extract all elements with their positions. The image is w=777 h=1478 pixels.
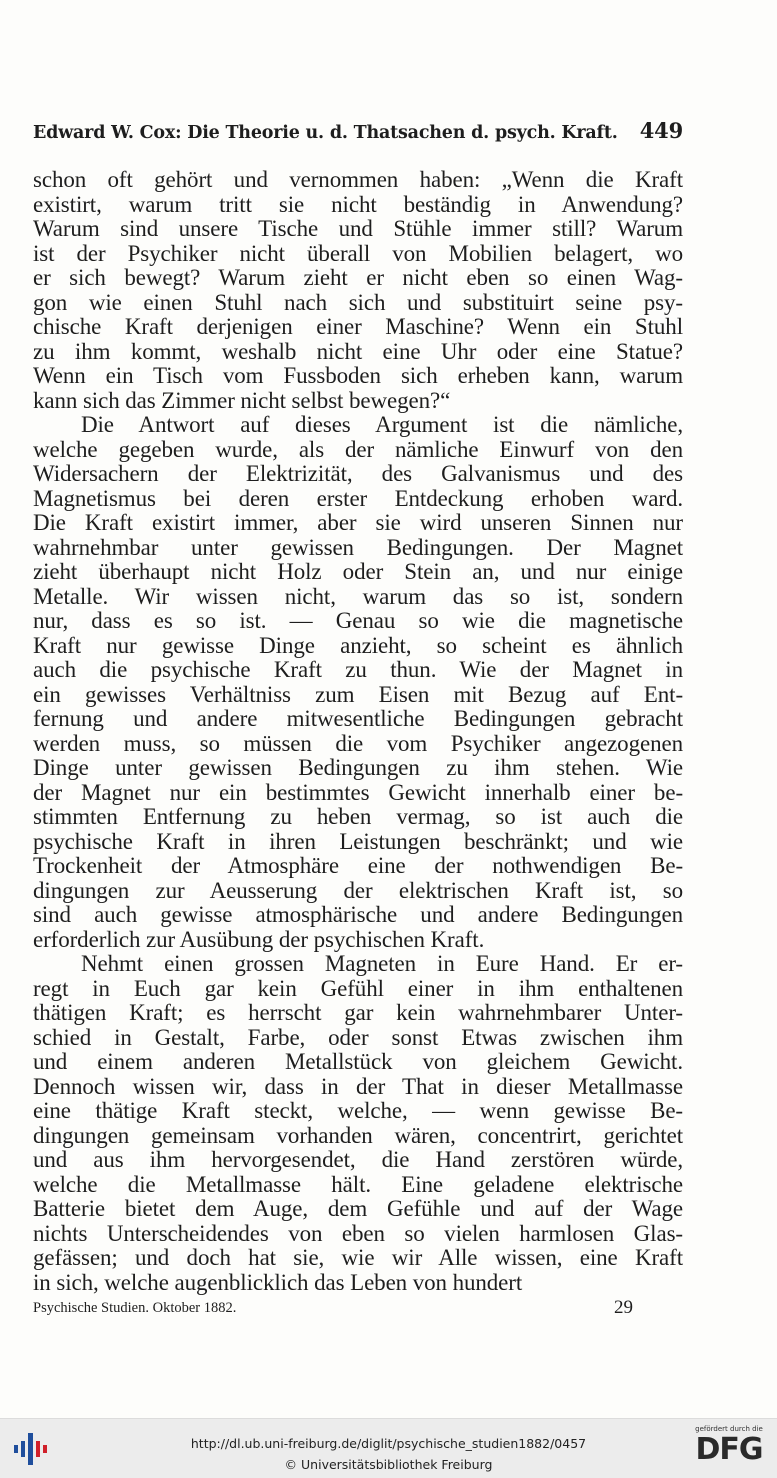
running-title: Edward W. Cox: Die Theorie u. d. Thatsachen d. psych. Kraft. [33, 123, 618, 143]
text-line: fernung und andere mitwesentliche Bedingungen gebracht [33, 706, 683, 731]
text-line: gefässen; und doch hat sie, wie wir Alle wissen, eine Kraft [33, 1245, 683, 1270]
signature-mark: 29 [614, 1297, 633, 1318]
text-line: thätigen Kraft; es herrscht gar kein wahrnehmbarer Unter- [33, 1000, 683, 1025]
text-line: er sich bewegt? Warum zieht er nicht eben so einen Wag- [33, 265, 683, 290]
text-line: Warum sind unsere Tische und Stühle immer still? Warum [33, 216, 683, 241]
text-line: stimmten Entfernung zu heben vermag, so ist auch die [33, 804, 683, 829]
text-line: ein gewisses Verhältniss zum Eisen mit Bezug auf Ent- [33, 681, 683, 707]
text-line: chische Kraft derjenigen einer Maschine? Wenn ein Stuhl [33, 314, 683, 339]
text-line: eine thätige Kraft steckt, welche, — wenn gewisse Be- [33, 1098, 683, 1123]
journal-line: Psychische Studien. Oktober 1882. [33, 1300, 237, 1316]
page-footer [33, 1297, 633, 1322]
text-line: Dinge unter gewissen Bedingungen zu ihm stehen. Wie [33, 755, 683, 780]
text-line: Magnetismus bei deren erster Entdeckung erhoben ward. [33, 485, 683, 511]
text-line: erforderlich zur Ausübung der psychischen Kraft. [33, 926, 485, 952]
text-line: existirt, warum tritt sie nicht beständig in Anwendung? [33, 191, 683, 217]
text-line: Widersachern der Elektrizität, des Galvanismus und des [33, 461, 683, 486]
text-line: kann sich das Zimmer nicht selbst bewegen?“ [33, 387, 451, 413]
copyright-notice: © Universitätsbibliothek Freiburg [284, 1457, 493, 1472]
text-line: welche gegeben wurde, als der nämliche Einwurf von den [33, 436, 683, 462]
text-line: schied in Gestalt, Farbe, oder sonst Etwas zwischen ihm [33, 1024, 683, 1050]
text-line: Batterie bietet dem Auge, dem Gefühle und auf der Wage [33, 1196, 683, 1221]
text-line: zieht überhaupt nicht Holz oder Stein an, und nur einige [33, 559, 683, 584]
text-line: Nehmt einen grossen Magneten in Eure Hand. Er er- [81, 951, 683, 976]
text-line: ist der Psychiker nicht überall von Mobilien belagert, wo [33, 240, 683, 266]
text-line: der Magnet nur ein bestimmtes Gewicht innerhalb einer be- [33, 779, 683, 805]
text-line: psychische Kraft in ihren Leistungen beschränkt; und wie [33, 828, 683, 854]
text-line: dingungen gemeinsam vorhanden wären, concentrirt, gerichtet [33, 1122, 683, 1148]
dfg-logo [689, 1425, 769, 1473]
text-line: Wenn ein Tisch vom Fussboden sich erheben kann, warum [33, 363, 683, 388]
running-header [33, 118, 683, 143]
text-line: dingungen zur Aeusserung der elektrischen Kraft ist, so [33, 877, 683, 903]
body-text [33, 168, 683, 1295]
text-line: und einem anderen Metallstück von gleichem Gewicht. [33, 1049, 683, 1074]
text-line: in sich, welche augenblicklich das Leben von hundert [33, 1269, 523, 1295]
source-url-link[interactable]: http://dl.ub.uni-freiburg.de/diglit/psychische_studien1882/0457 [190, 1436, 587, 1451]
text-line: Trockenheit der Atmosphäre eine der nothwendigen Be- [33, 853, 683, 878]
text-line: schon oft gehört und vernommen haben: „Wenn die Kraft [33, 167, 683, 192]
text-line: nichts Unterscheidendes von eben so vielen harmlosen Glas- [33, 1220, 683, 1246]
viewer-footer-bar [0, 1418, 777, 1478]
text-line: regt in Euch gar kein Gefühl einer in ihm enthaltenen [33, 975, 683, 1001]
text-line: Die Kraft existirt immer, aber sie wird unseren Sinnen nur [33, 510, 683, 535]
text-line: Die Antwort auf dieses Argument ist die nämliche, [81, 412, 683, 437]
text-line: wahrnehmbar unter gewissen Bedingungen. Der Magnet [33, 534, 683, 560]
page-number: 449 [639, 118, 683, 143]
text-line: werden muss, so müssen die vom Psychiker angezogenen [33, 730, 683, 756]
text-line: Metalle. Wir wissen nicht, warum das so ist, sondern [33, 583, 683, 609]
text-line: sind auch gewisse atmosphärische und andere Bedingungen [33, 902, 683, 927]
dfg-logo-text: DFG [695, 1432, 763, 1467]
dfg-caption: gefördert durch die [695, 1425, 763, 1433]
text-line: gon wie einen Stuhl nach sich und substituirt seine psy- [33, 289, 683, 315]
text-line: und aus ihm hervorgesendet, die Hand zerstören würde, [33, 1147, 683, 1172]
text-line: nur, dass es so ist. — Genau so wie die magnetische [33, 608, 683, 633]
text-line: zu ihm kommt, weshalb nicht eine Uhr oder eine Statue? [33, 338, 683, 364]
text-line: auch die psychische Kraft zu thun. Wie der Magnet in [33, 657, 683, 682]
text-line: Dennoch wissen wir, dass in der That in dieser Metallmasse [33, 1073, 683, 1099]
text-line: Kraft nur gewisse Dinge anzieht, so scheint es ähnlich [33, 632, 683, 658]
text-line: welche die Metallmasse hält. Eine geladene elektrische [33, 1171, 683, 1197]
